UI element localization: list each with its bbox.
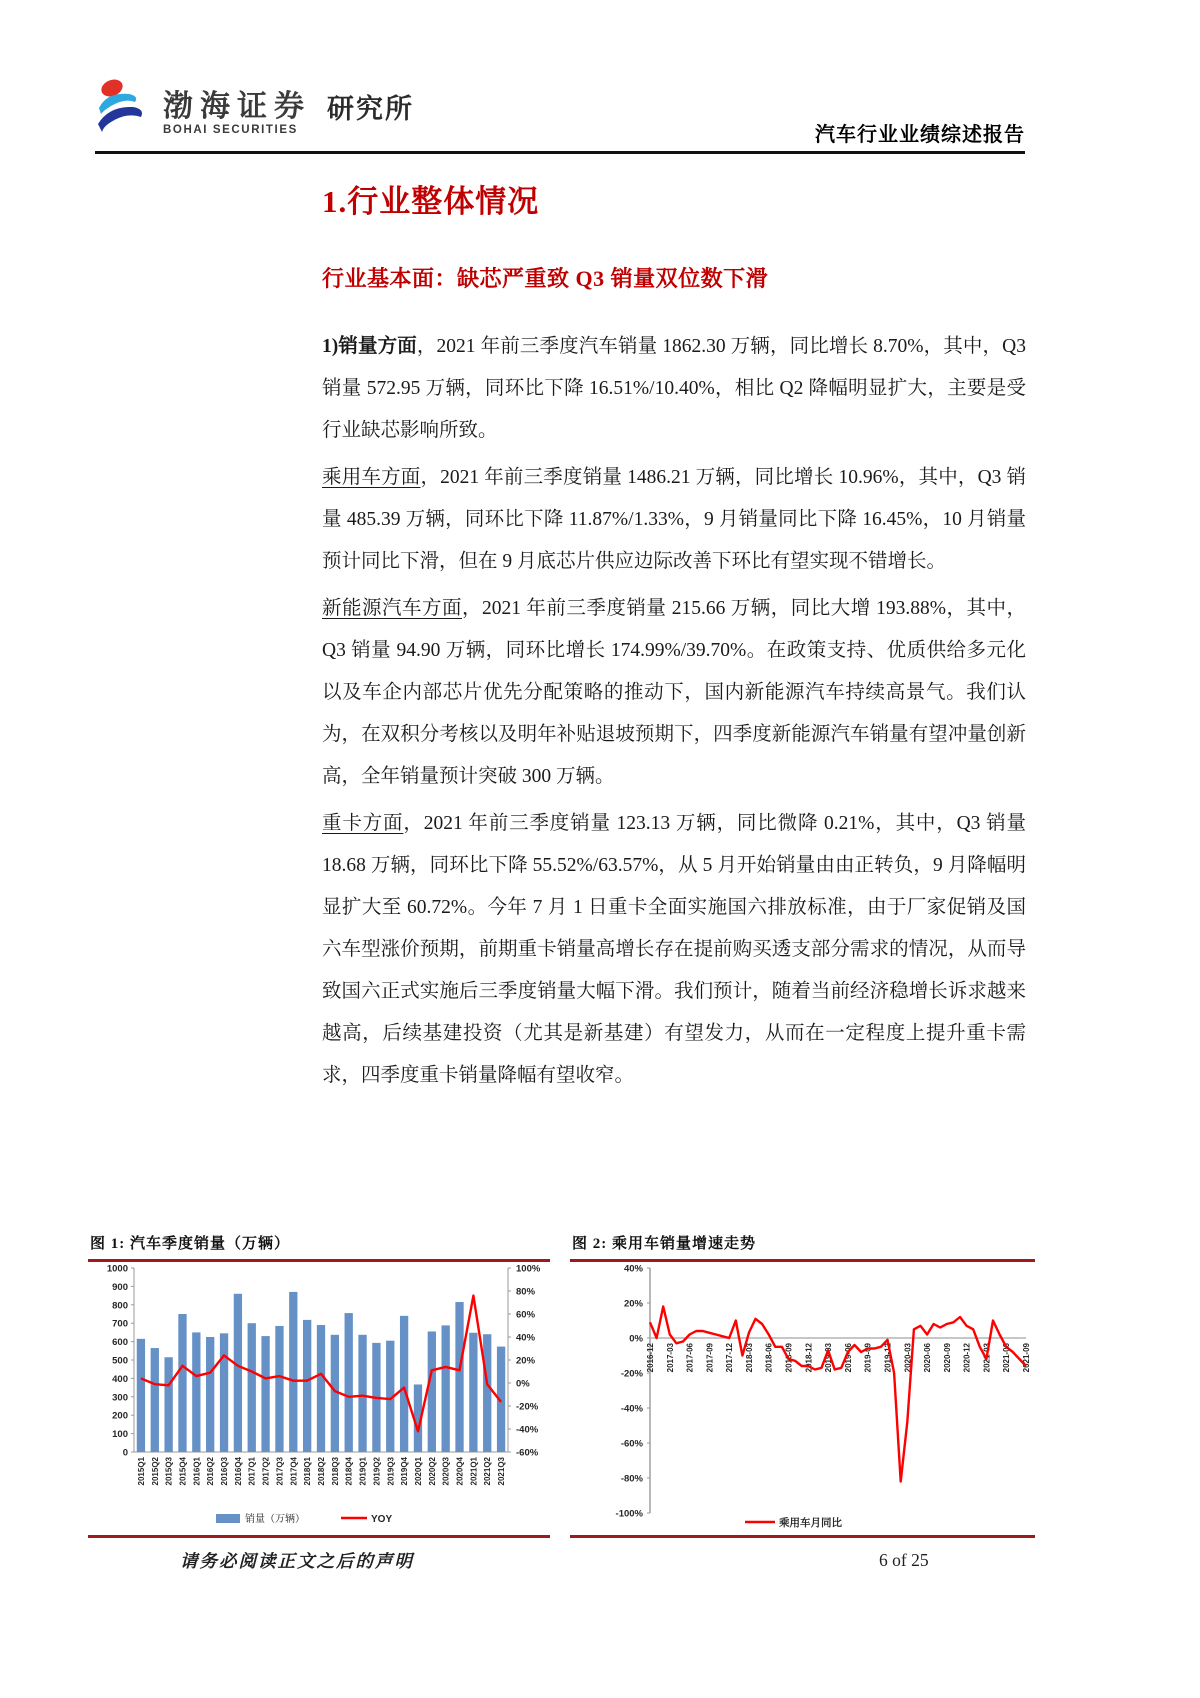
svg-text:200: 200 <box>112 1410 128 1422</box>
svg-text:2021Q3: 2021Q3 <box>497 1457 507 1486</box>
svg-text:-40%: -40% <box>516 1424 539 1436</box>
figure-rule <box>570 1535 1035 1538</box>
paragraph-sales <box>322 326 1026 452</box>
paragraph-nev <box>322 588 1026 798</box>
svg-text:2020-12: 2020-12 <box>962 1343 972 1373</box>
svg-text:2017Q2: 2017Q2 <box>261 1457 271 1486</box>
svg-text:2015Q2: 2015Q2 <box>150 1457 160 1486</box>
svg-text:2021-06: 2021-06 <box>1002 1343 1012 1373</box>
svg-text:2020Q4: 2020Q4 <box>455 1457 465 1486</box>
svg-text:2017-12: 2017-12 <box>725 1343 735 1373</box>
svg-text:0%: 0% <box>516 1378 530 1390</box>
quarterly-sales-chart <box>88 1262 550 1534</box>
svg-text:-20%: -20% <box>516 1401 539 1413</box>
svg-text:YOY: YOY <box>371 1514 393 1525</box>
quarterly-sales-chart-svg <box>88 1262 550 1534</box>
svg-text:40%: 40% <box>516 1332 536 1344</box>
svg-text:40%: 40% <box>623 1263 643 1275</box>
svg-text:-60%: -60% <box>620 1438 643 1450</box>
svg-text:2018-06: 2018-06 <box>764 1343 774 1373</box>
svg-text:2017Q4: 2017Q4 <box>289 1457 299 1486</box>
logo-dept: 研究所 <box>327 94 414 124</box>
figure-rule <box>88 1535 550 1538</box>
svg-text:0%: 0% <box>629 1333 643 1345</box>
svg-text:400: 400 <box>112 1373 128 1385</box>
paragraph-lead: 新能源汽车方面 <box>322 598 462 619</box>
figure-title: 图 1: 汽车季度销量（万辆） <box>90 1236 290 1252</box>
svg-text:2017Q3: 2017Q3 <box>275 1457 285 1486</box>
svg-text:2019Q1: 2019Q1 <box>358 1457 368 1486</box>
paragraph-heavy-truck <box>322 803 1026 1097</box>
svg-text:2019-09: 2019-09 <box>863 1343 873 1373</box>
svg-text:-100%: -100% <box>615 1508 643 1520</box>
svg-text:2020Q3: 2020Q3 <box>441 1457 451 1486</box>
svg-text:2021Q1: 2021Q1 <box>469 1457 479 1486</box>
body-text <box>322 326 1026 1102</box>
svg-text:2018Q2: 2018Q2 <box>317 1457 326 1486</box>
paragraph-lead: 1)销量方面 <box>322 336 417 357</box>
report-tag: 汽车行业业绩综述报告 <box>815 124 1025 146</box>
svg-text:2017-09: 2017-09 <box>705 1343 715 1373</box>
svg-text:500: 500 <box>112 1355 128 1367</box>
svg-text:2015Q1: 2015Q1 <box>136 1457 146 1486</box>
svg-text:2016Q4: 2016Q4 <box>233 1457 243 1486</box>
svg-text:2017Q1: 2017Q1 <box>247 1457 257 1486</box>
svg-text:800: 800 <box>112 1300 128 1312</box>
paragraph-lead: 重卡方面 <box>322 813 404 834</box>
paragraph-body: ，2021 年前三季度销量 123.13 万辆，同比微降 0.21%，其中，Q3 销量 18.68 万辆，同环比下降 55.52%/63.57%，从 5 月开始销量由由正转负，9 月降幅明显扩大至 60.72%。今年 7 月 1 日重卡全面实施国六排放标准，由于厂家促销及国六车型涨价预期，前期重卡销量高增长存在提前购买透支部分需求的情况，从而导致国六正式实施后三季度销量大幅下滑。我们预计，随着当前经济稳增长诉求越来越高，后续基建投资（尤其是新基建）有望发力，从而在一定程度上提升重卡需求，四季度重卡销量降幅有望收窄。 <box>322 813 1026 1086</box>
svg-text:300: 300 <box>112 1392 128 1404</box>
svg-text:-80%: -80% <box>620 1473 643 1485</box>
paragraph-passenger <box>322 457 1026 583</box>
svg-text:2018Q1: 2018Q1 <box>303 1457 313 1486</box>
logo-name-en: BOHAI SECURITIES <box>163 124 298 136</box>
svg-text:2017-03: 2017-03 <box>665 1343 675 1373</box>
svg-text:2019Q2: 2019Q2 <box>372 1457 382 1486</box>
svg-text:2018Q3: 2018Q3 <box>330 1457 340 1486</box>
svg-text:2015Q4: 2015Q4 <box>178 1457 188 1486</box>
footer-disclaimer: 请务必阅读正文之后的声明 <box>180 1551 414 1571</box>
paragraph-body: ，2021 年前三季度销量 1486.21 万辆，同比增长 10.96%，其中，Q3 销量 485.39 万辆，同环比下降 11.87%/1.33%，9 月销量同比下降 16.45%，10 月销量预计同比下滑，但在 9 月底芯片供应边际改善下环比有望实现不错增长。 <box>322 467 1026 572</box>
svg-text:-40%: -40% <box>620 1403 643 1415</box>
svg-text:100: 100 <box>112 1429 128 1441</box>
svg-text:2016Q1: 2016Q1 <box>192 1457 202 1486</box>
paragraph-body: ，2021 年前三季度销量 215.66 万辆，同比大增 193.88%，其中，Q3 销量 94.90 万辆，同环比增长 174.99%/39.70%。在政策支持、优质供给多元化以及车企内部芯片优先分配策略的推动下，国内新能源汽车持续高景气。我们认为，在双积分考核以及明年补贴退坡预期下，四季度新能源汽车销量有望冲量创新高，全年销量预计突破 300 万辆。 <box>322 598 1026 787</box>
passenger-growth-chart-svg <box>570 1262 1035 1534</box>
svg-text:2017-06: 2017-06 <box>685 1343 695 1373</box>
svg-text:销量（万辆）: 销量（万辆） <box>245 1514 305 1525</box>
svg-text:2020Q1: 2020Q1 <box>413 1457 423 1486</box>
svg-text:2018-03: 2018-03 <box>744 1343 754 1373</box>
svg-text:80%: 80% <box>516 1286 536 1298</box>
header-rule <box>95 151 1025 154</box>
svg-text:2018-12: 2018-12 <box>804 1343 814 1373</box>
svg-text:2019Q4: 2019Q4 <box>400 1457 410 1486</box>
svg-text:2020Q2: 2020Q2 <box>427 1457 437 1486</box>
svg-text:2019-06: 2019-06 <box>843 1343 853 1373</box>
svg-text:900: 900 <box>112 1281 128 1293</box>
logo-name-cn: 渤海证券 <box>163 90 311 123</box>
svg-text:600: 600 <box>112 1337 128 1349</box>
section-title: 1.行业整体情况 <box>322 184 540 219</box>
svg-text:2019Q3: 2019Q3 <box>386 1457 396 1486</box>
svg-text:2021-09: 2021-09 <box>1022 1343 1031 1373</box>
bohai-logo-icon <box>95 76 153 138</box>
svg-text:60%: 60% <box>516 1309 536 1321</box>
figure-quarterly-sales <box>88 1228 550 1538</box>
svg-text:乘用车月同比: 乘用车月同比 <box>779 1517 842 1529</box>
svg-text:2021-03: 2021-03 <box>982 1343 992 1373</box>
svg-text:2015Q3: 2015Q3 <box>164 1457 174 1486</box>
svg-text:2016Q3: 2016Q3 <box>220 1457 230 1486</box>
svg-text:2016-12: 2016-12 <box>646 1343 655 1373</box>
svg-text:2021Q2: 2021Q2 <box>483 1457 493 1486</box>
header-logo <box>95 76 414 138</box>
page-number: 6 of 25 <box>879 1550 929 1570</box>
svg-text:-20%: -20% <box>620 1368 643 1380</box>
svg-text:2018-09: 2018-09 <box>784 1343 794 1373</box>
passenger-growth-chart <box>570 1262 1035 1534</box>
svg-text:-60%: -60% <box>516 1447 539 1459</box>
svg-text:1000: 1000 <box>106 1263 128 1275</box>
paragraph-lead: 乘用车方面 <box>322 467 421 488</box>
svg-text:2020-09: 2020-09 <box>942 1343 952 1373</box>
figure-title: 图 2: 乘用车销量增速走势 <box>572 1236 756 1252</box>
svg-text:2018Q4: 2018Q4 <box>344 1457 354 1486</box>
svg-text:100%: 100% <box>516 1263 541 1275</box>
paragraph-body: ，2021 年前三季度汽车销量 1862.30 万辆，同比增长 8.70%，其中，Q3 销量 572.95 万辆，同环比下降 16.51%/10.40%，相比 Q2 降幅明显扩大，主要是受行业缺芯影响所致。 <box>322 336 1026 441</box>
svg-text:2020-03: 2020-03 <box>903 1343 913 1373</box>
figure-passenger-growth <box>570 1228 1035 1538</box>
svg-text:2020-06: 2020-06 <box>923 1343 933 1373</box>
svg-text:0: 0 <box>122 1447 128 1459</box>
svg-text:700: 700 <box>112 1318 128 1330</box>
svg-text:2019-12: 2019-12 <box>883 1343 893 1373</box>
svg-text:20%: 20% <box>623 1298 643 1310</box>
svg-text:20%: 20% <box>516 1355 536 1367</box>
svg-text:2016Q2: 2016Q2 <box>206 1457 216 1486</box>
svg-text:2019-03: 2019-03 <box>824 1343 834 1373</box>
section-subtitle: 行业基本面：缺芯严重致 Q3 销量双位数下滑 <box>322 266 769 291</box>
